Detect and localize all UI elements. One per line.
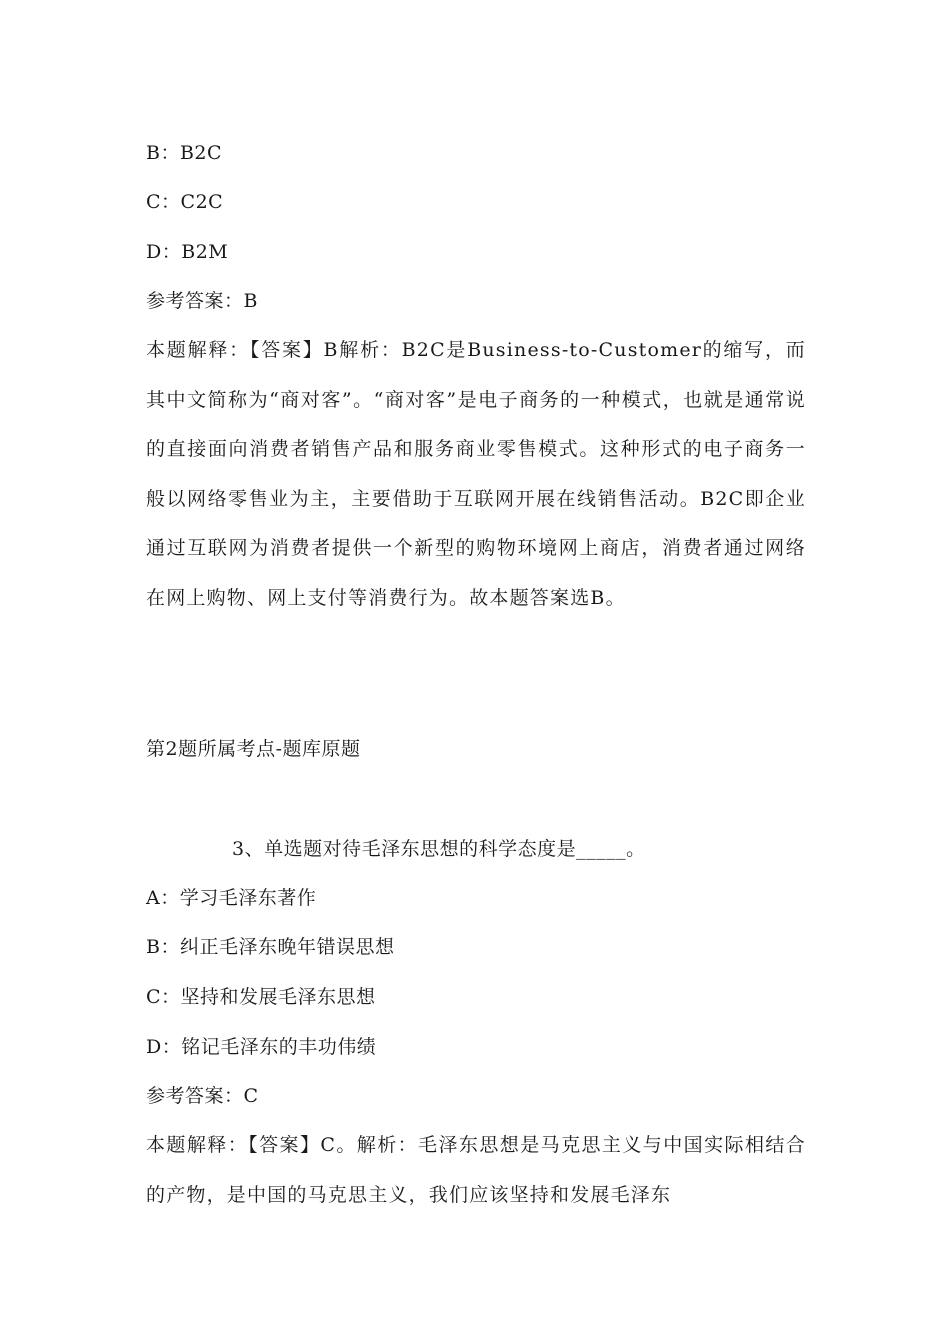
q3-question: 3、单选题对待毛泽东思想的科学态度是_____。 (232, 838, 646, 860)
q3-option-a: A：学习毛泽东著作 (146, 887, 317, 909)
q2-explanation: 本题解释：【答案】B解析：B2C是Business-to-Customer的缩写，而其中文简称为“商对客”。“商对客”是电子商务的一种模式，也就是通常说的直接面向消费者销售产品和服务商业零售模式。这种形式的电子商务一般以网络零售业为主，主要借助于互联网开展在线销售活动。B2C即企业通过互联网为消费者提供一个新型的购物环境网上商店，消费者通过网络在网上购物、网上支付等消费行为。故本题答案选B。 (146, 339, 806, 609)
q2-option-d: D：B2M (146, 241, 229, 263)
q2-answer: 参考答案：B (146, 290, 258, 312)
q3-option-d: D：铭记毛泽东的丰功伟绩 (146, 1036, 377, 1058)
q2-knowledge-point: 第2题所属考点-题库原题 (146, 738, 361, 760)
q3-option-c: C：坚持和发展毛泽东思想 (146, 986, 376, 1008)
q2-option-c: C：C2C (146, 191, 224, 213)
q3-explanation: 本题解释：【答案】C。解析：毛泽东思想是马克思主义与中国实际相结合的产物，是中国的马克思主义，我们应该坚持和发展毛泽东 (146, 1134, 806, 1206)
q3-option-b: B：纠正毛泽东晚年错误思想 (146, 936, 395, 958)
q2-option-b: B：B2C (146, 142, 223, 164)
q3-answer: 参考答案：C (146, 1085, 259, 1107)
